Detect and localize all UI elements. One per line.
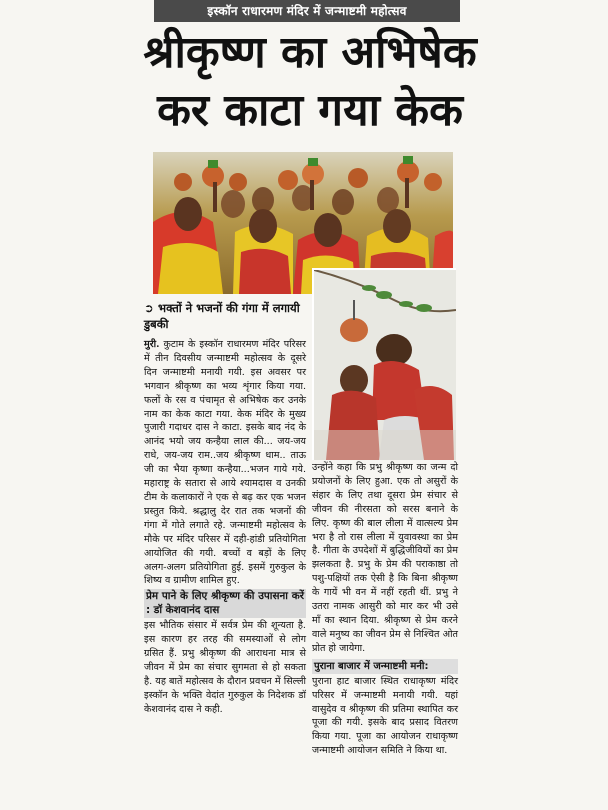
paragraph-3: उन्होंने कहा कि प्रभु श्रीकृष्ण का जन्म दो प्रयोजनों के लिए हुआ. एक तो असुरों के संहार के लिए तथा दूसरा प्रेम संचार से जीवन की नीरसता को सरस बनाने के लिए. कृष्ण की बाल लीला में वात्सल्य प्रेम भरा है तो रास लीला में युवावस्था का प्रेम है. गीता के उपदेशों में बुद्धिजीवियों का प्रेम झलकता है. प्रभु के प्रेम की पराकाष्ठा तो पशु-पक्षियों तक ऐसी है कि बिना श्रीकृष्ण के गायें भी वन में नहीं रहती थीं. प्रभु ने उतरा नामक आसुरी को मार कर भी उसे माँ का स्थान दिया. श्रीकृष्ण से प्रेम करने वाले मनुष्य का जीवन प्रेम से निश्चित ओत प्रोत हो जायेगा. <box>312 462 458 654</box>
headline <box>90 24 530 140</box>
lead-paragraph: मुरी. कुटाम के इस्कॉन राधारमण मंदिर परिसर में तीन दिवसीय जन्माष्टमी महोत्सव के दूसरे दिन जन्माष्टमी मनायी गयी. इस अवसर पर भगवान श्रीकृष्ण का भव्य शृंगार किया गया. फलों के रस व पंचामृत से अभिषेक कर उनके नाम का केक काटा गया. केक मंदिर के मुख्य पुजारी गदाधर दास ने काटा. इसके बाद नंद के आनंद भयो जय कन्हैया लाल की... जय-जय राधे, जय-जय राम..जय श्रीकृष्ण धाम.. ताऊ जी का भैया कृष्णा कन्हैया...भजन गाये गये. महाराष्ट्र के सतारा से आये श्यामदास व उनकी टीम के कलाकारों ने एक से बढ़ कर एक भजन प्रस्तुत किये. श्रद्धालु देर रात तक भजनों की गंगा में गोते लगाते रहे. जन्माष्टमी महोत्सव के मौके पर मंदिर परिसर में दही-हांडी प्रतियोगिता आयोजित की गयी. बच्चों व बड़ों के लिए अलग-अलग प्रतियोगिता हुई. इसमें गुरुकुल के शिष्य व ग्रामीण शामिल हुए. <box>144 339 306 587</box>
dahi-handi-photo <box>312 268 456 460</box>
kicker-bar: इस्कॉन राधारमण मंदिर में जन्माष्टमी महोत्सव <box>154 0 460 22</box>
article-column-2 <box>312 461 458 758</box>
paragraph-4: पुराना हाट बाजार स्थित राधाकृष्ण मंदिर परिसर में जन्माष्टमी मनायी गयी. यहां वासुदेव व श्रीकृष्ण की प्रतिमा स्थापित कर पूजा की गयी. इसके बाद प्रसाद वितरण किया गया. पूजा का आयोजन राधाकृष्ण जन्माष्टमी आयोजन समिति ने किया था. <box>312 675 458 757</box>
dateline: मुरी. <box>144 339 160 350</box>
headline-line-1: श्रीकृष्ण का अभिषेक <box>143 27 477 78</box>
paragraph-2: इस भौतिक संसार में सर्वत्र प्रेम की शून्यता है. इस कारण हर तरह की समस्याओं से लोग ग्रसित हैं. प्रभु श्रीकृष्ण की आराधना मात्र से जीवन में प्रेम का संचार सुगमता से हो सकता है. यह बातें महोत्सव के दौरान प्रवचन में सिल्ली इस्कॉन के भक्ति वेदांत गुरुकुल के निदेशक डॉ केशवानंद दास ने कही. <box>144 620 306 715</box>
subhead-2: पुराना बाजार में जन्माष्टमी मनी: <box>312 659 458 674</box>
caption-arrow-icon: ➲ <box>144 301 154 315</box>
article-column-1 <box>144 338 306 717</box>
subhead-1: प्रेम पाने के लिए श्रीकृष्ण की उपासना करें : डॉ केशवानंद दास <box>144 589 306 618</box>
headline-line-2: कर काटा गया केक <box>157 85 463 136</box>
photo-caption: ➲ भक्तों ने भजनों की गंगा में लगायी डुबकी <box>144 301 300 331</box>
